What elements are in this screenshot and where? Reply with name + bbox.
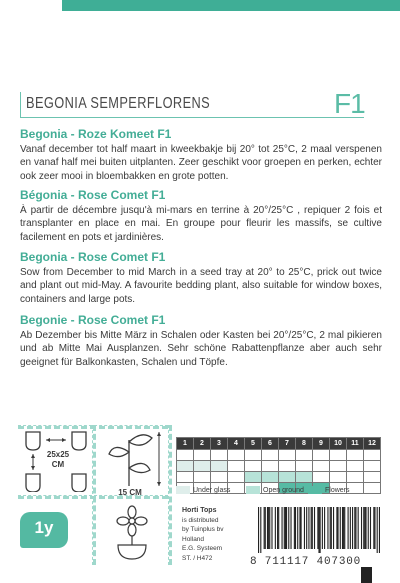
barcode-bar (358, 507, 359, 549)
calendar-cell (296, 461, 313, 472)
description-text: Vanaf december tot half maart in kweekbakje bij 20° tot 25°C, 2 maal verspenen en vanaf half mei buiten uitplanten. Zeer geschikt voor groepen en perken, echter ook zeer mooi in bloembakken en grote potten. (20, 144, 382, 182)
barcode-bar (271, 507, 272, 549)
barcode-number: 8 711117 407300 (250, 556, 362, 568)
product-title: BEGONIA SEMPERFLORENS (26, 95, 211, 112)
calendar-cell (347, 450, 364, 461)
calendar-cell (262, 450, 279, 461)
calendar-cell (313, 472, 330, 483)
barcode-bar (267, 507, 268, 549)
calendar-cell (245, 461, 262, 472)
barcode-bar (278, 507, 279, 549)
calendar-cell (279, 461, 296, 472)
barcode-bar (363, 507, 364, 549)
barcode-image (258, 507, 380, 553)
distributor-line: E.G. Systeem (182, 545, 223, 552)
lifecycle-value: 1y (34, 518, 54, 537)
calendar-months (177, 438, 381, 450)
calendar-row (177, 461, 381, 472)
calendar-month: 11 (347, 438, 364, 450)
barcode-bar (285, 507, 286, 549)
barcode-bar (275, 507, 276, 549)
calendar-cell (279, 472, 296, 483)
calendar-month: 1 (177, 438, 194, 450)
divider (92, 425, 96, 565)
pack-tab (361, 567, 372, 583)
barcode-bar (364, 507, 365, 549)
barcode-bar (264, 507, 265, 549)
calendar-cell (330, 450, 347, 461)
barcode-bar (284, 507, 285, 549)
calendar-cell (262, 472, 279, 483)
divider (168, 425, 172, 565)
calendar-cell (228, 461, 245, 472)
barcode-bar (344, 507, 345, 549)
barcode-bar (258, 507, 259, 553)
barcode-bar (377, 507, 378, 553)
distributor-info (182, 506, 224, 563)
barcode-bar (354, 507, 355, 549)
barcode-bar (314, 507, 315, 549)
calendar-cell (228, 450, 245, 461)
barcode-bar (340, 507, 341, 549)
distributor-line: Holland (182, 535, 205, 543)
calendar-cell (228, 472, 245, 483)
description-title: Begonia - Roze Komeet F1 (20, 127, 172, 141)
calendar-cell (194, 461, 211, 472)
barcode-bar (312, 507, 313, 549)
legend-open-ground (246, 486, 304, 494)
calendar-cell (194, 450, 211, 461)
legend-label: Under glass (193, 486, 231, 494)
legend-flowers (308, 486, 350, 494)
barcode-bar (311, 507, 312, 549)
description-fr (20, 188, 382, 244)
barcode-bar (337, 507, 338, 549)
calendar-cell (279, 450, 296, 461)
barcode-bar (288, 507, 289, 549)
barcode-bar (301, 507, 302, 549)
barcode-bar (368, 507, 369, 549)
calendar-month: 8 (296, 438, 313, 450)
barcode-bar (365, 507, 366, 549)
barcode-bar (348, 507, 349, 549)
barcode-bar (269, 507, 270, 549)
barcode-bar (331, 507, 332, 549)
calendar-month: 2 (194, 438, 211, 450)
barcode-bar (265, 507, 266, 549)
legend-under-glass (176, 486, 230, 494)
calendar-cell (330, 461, 347, 472)
description-title: Bégonia - Rose Comet F1 (20, 188, 166, 202)
description-text: Ab Dezember bis Mitte März in Schalen oder Kasten bei 20°/25°C, 2 mal pikieren und ab Mitte Mai Ausplanzen. Sehr schöne Rabattenpflanze aber auch sehr geeignet für Balkonkasten, Schalen und Töpfe. (20, 330, 382, 368)
barcode-bar (268, 507, 269, 549)
barcode-bar (370, 507, 371, 549)
calendar-cell (347, 472, 364, 483)
plant-height-value: 15 CM (118, 488, 142, 497)
barcode-bar (352, 507, 353, 549)
barcode-bar (277, 507, 278, 549)
legend-swatch (308, 486, 322, 494)
barcode-bar (324, 507, 325, 549)
distributor-line: by Tuinplus bv (182, 526, 224, 533)
barcode-bar (260, 507, 261, 553)
barcode-bar (295, 507, 296, 549)
hybrid-code: F1 (334, 88, 365, 119)
calendar-cell (330, 472, 347, 483)
calendar-cell (313, 461, 330, 472)
calendar-month: 5 (245, 438, 262, 450)
calendar-cell (364, 483, 381, 494)
barcode-bar (308, 507, 309, 549)
legend-label: Flowers (325, 486, 350, 494)
calendar-cell (177, 450, 194, 461)
calendar-cell (364, 472, 381, 483)
top-accent-bar (62, 0, 400, 11)
calendar-cell (296, 472, 313, 483)
calendar-cell (364, 450, 381, 461)
calendar-month: 9 (313, 438, 330, 450)
barcode-bar (306, 507, 307, 549)
legend-label: Open ground (263, 486, 304, 494)
distributor-name: Horti Tops (182, 507, 217, 514)
barcode-bar (373, 507, 374, 549)
calendar-cell (211, 472, 228, 483)
legend-swatch (246, 486, 260, 494)
distributor-line: is distributed (182, 516, 219, 524)
barcode-bar (350, 507, 351, 549)
description-de (20, 313, 382, 369)
barcode-bar (327, 507, 328, 549)
description-nl (20, 127, 382, 183)
barcode-bar (333, 507, 334, 549)
barcode-bar (286, 507, 287, 549)
calendar-cell (177, 472, 194, 483)
calendar-month: 3 (211, 438, 228, 450)
flower-pot-icon (106, 505, 158, 561)
spacing-value (38, 450, 78, 470)
calendar-cell (177, 461, 194, 472)
calendar-row (177, 450, 381, 461)
barcode-bar (290, 507, 291, 549)
calendar-month: 4 (228, 438, 245, 450)
calendar-cell (347, 461, 364, 472)
calendar-cell (364, 461, 381, 472)
calendar-month: 6 (262, 438, 279, 450)
barcode-bar (343, 507, 344, 549)
spacing-number: 25x25 (46, 450, 70, 459)
legend-swatch (176, 486, 190, 494)
barcode-bar (342, 507, 343, 549)
barcode-bar (322, 507, 323, 549)
barcode-bar (299, 507, 300, 549)
barcode-bar (361, 507, 362, 549)
barcode-bar (304, 507, 305, 549)
calendar-cell (245, 450, 262, 461)
description-text: Sow from December to mid March in a seed tray at 20° to 25°C, prick out twice and plant out mid-May. A favourite bedding plant, also suitable for window boxes, containers and large pots. (20, 267, 382, 305)
calendar-month: 7 (279, 438, 296, 450)
barcode-bar (282, 507, 283, 549)
calendar-cell (245, 472, 262, 483)
barcode-bar (355, 507, 356, 549)
barcode-bar (318, 507, 319, 553)
calendar-cell (194, 472, 211, 483)
description-title: Begonie - Rose Comet F1 (20, 313, 166, 327)
calendar-cell (262, 461, 279, 472)
barcode-bar (330, 507, 331, 549)
calendar-cell (211, 450, 228, 461)
lifecycle-badge (20, 512, 68, 548)
calendar-month: 10 (330, 438, 347, 450)
description-text: À partir de décembre jusqu'à mi-mars en terrine à 20°/25°C , repiquer 2 fois et transplanter en place en mai. En groupe pour fleurir les massifs, se cultive facilement en pots et jardinières. (20, 205, 382, 243)
calendar-month: 12 (364, 438, 381, 450)
description-en (20, 250, 382, 306)
barcode-bar (317, 507, 318, 549)
barcode-bar (320, 507, 321, 553)
spacing-unit: CM (51, 460, 65, 469)
barcode-bar (336, 507, 337, 549)
calendar-cell (313, 450, 330, 461)
calendar-cell (296, 450, 313, 461)
plant-height-icon (104, 430, 164, 488)
calendar-cell (211, 461, 228, 472)
barcode-bar (379, 507, 380, 553)
barcode-bar (297, 507, 298, 549)
barcode-bar (374, 507, 375, 549)
calendar-row (177, 472, 381, 483)
description-title: Begonia - Rose Comet F1 (20, 250, 166, 264)
distributor-line: ST. / H472 (182, 554, 213, 562)
barcode-bar (294, 507, 295, 549)
